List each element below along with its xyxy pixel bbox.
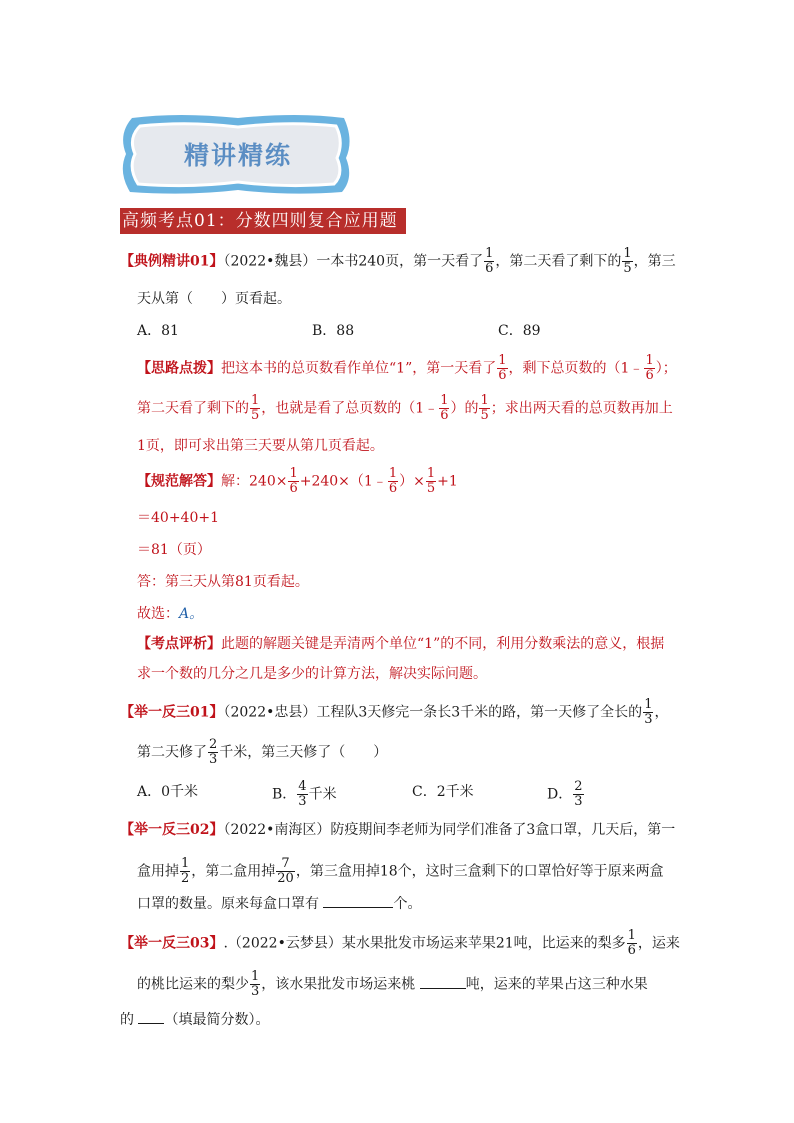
review-line-2: 求一个数的几分之几是多少的计算方法，解决实际问题。 bbox=[137, 666, 487, 682]
practice-1-option-b: B． $\frac{4}{3}$ 千米 bbox=[272, 779, 337, 809]
fraction: $\frac{1}{3}$ bbox=[644, 697, 653, 727]
fraction: $\frac{1}{6}$ bbox=[645, 353, 654, 383]
fraction: $\frac{1}{6}$ bbox=[627, 928, 636, 958]
fraction: $\frac{1}{3}$ bbox=[251, 969, 260, 999]
review-line-1: 【考点评析】此题的解题关键是弄清两个单位“1”的不同，利用分数乘法的意义，根据 bbox=[137, 636, 665, 652]
practice-1-option-d: D． $\frac{2}{3}$ bbox=[547, 779, 583, 809]
hint-tag: 【思路点拨】 bbox=[137, 360, 221, 377]
example-1-option-c: C．89 bbox=[498, 323, 541, 339]
practice-1-tag: 【举一反三01】 bbox=[120, 704, 224, 721]
practice-3-tag: 【举一反三03】 bbox=[120, 935, 224, 952]
practice-1-option-a: A．0千米 bbox=[137, 784, 199, 800]
answer-blank[interactable] bbox=[323, 893, 393, 908]
solution-choice: 故选：A。 bbox=[137, 606, 204, 622]
practice-2-tag: 【举一反三02】 bbox=[120, 822, 224, 838]
practice-1-option-c: C．2千米 bbox=[412, 784, 474, 800]
fraction: $\frac{2}{3}$ bbox=[209, 737, 218, 767]
practice-3-line-3: 的 （填最简分数）。 bbox=[120, 1008, 269, 1032]
example-1-option-a: A．81 bbox=[137, 323, 179, 339]
fraction: $\frac{1}{6}$ bbox=[485, 246, 494, 276]
solution-equation-1: ＝40+40+1 bbox=[137, 510, 219, 526]
solution-line-1: 【规范解答】解：240× $\frac{1}{6}$ +240×（1﹣ $\frac{1}{6}$ ）× $\frac{1}{5}$ +1 bbox=[137, 466, 458, 496]
example-1-line-1: 【典例精讲01】（2022•魏县）一本书240页，第一天看了 $\frac{1}{6}$ ，第二天看了剩下的 $\frac{1}{5}$ ，第三 bbox=[120, 246, 676, 276]
fraction: $\frac{1}{5}$ bbox=[426, 466, 436, 496]
practice-2-line-2: 盒用掉 $\frac{1}{2}$ ，第二盒用掉 $\frac{7}{20}$ ，第三盒用掉18个，这时三盒剩下的口罩恰好等于原来两盒 bbox=[137, 856, 664, 886]
fraction: $\frac{7}{20}$ bbox=[277, 856, 294, 886]
banner-title: 精讲精练 bbox=[184, 141, 293, 170]
example-1-tag: 【典例精讲01】 bbox=[120, 253, 224, 270]
hint-line-3: 1页，即可求出第三天要从第几页看起。 bbox=[137, 438, 384, 454]
fraction: $\frac{1}{6}$ bbox=[498, 353, 507, 383]
fraction: $\frac{4}{3}$ bbox=[298, 779, 307, 809]
hint-line-2: 第二天看了剩下的 $\frac{1}{5}$ ，也就是看了总页数的（1﹣ $\frac{1}{6}$ ）的 $\frac{1}{5}$ ；求出两天看的总页数再加上 bbox=[137, 393, 673, 423]
answer-blank[interactable] bbox=[420, 974, 466, 989]
example-1-line-2: 天从第（ ）页看起。 bbox=[137, 291, 291, 307]
practice-2-line-1: 【举一反三02】（2022•南海区）防疫期间李老师为同学们准备了3盒口罩，几天后，第一 bbox=[120, 822, 676, 838]
fraction: $\frac{1}{5}$ bbox=[623, 246, 632, 276]
example-1-option-b: B．88 bbox=[312, 323, 355, 339]
answer-blank[interactable] bbox=[138, 1009, 164, 1024]
practice-3-line-1: 【举一反三03】.（2022•云梦县）某水果批发市场运来苹果21吨，比运来的梨多 $\frac{1}{6}$ ，运来 bbox=[120, 928, 680, 958]
solution-equation-2: ＝81（页） bbox=[137, 542, 211, 558]
practice-1-line-2: 第二天修了 $\frac{2}{3}$ 千米，第三天修了（ ） bbox=[137, 737, 388, 767]
practice-1-line-1: 【举一反三01】（2022•忠县）工程队3天修完一条长3千米的路，第一天修了全长的 $\frac{1}{3}$ ， bbox=[120, 697, 669, 727]
fraction: $\frac{1}{5}$ bbox=[480, 393, 489, 423]
practice-3-line-2: 的桃比运来的梨少 $\frac{1}{3}$ ，该水果批发市场运来桃 吨，运来的苹果占这三种水果 bbox=[137, 969, 648, 999]
fraction: $\frac{1}{6}$ bbox=[440, 393, 449, 423]
review-tag: 【考点评析】 bbox=[137, 636, 221, 652]
fraction: $\frac{1}{6}$ bbox=[289, 466, 298, 496]
fraction: $\frac{2}{3}$ bbox=[574, 779, 583, 809]
fraction: $\frac{1}{2}$ bbox=[181, 856, 190, 886]
hint-line-1: 【思路点拨】把这本书的总页数看作单位“1”，第一天看了 $\frac{1}{6}$ ，剩下总页数的（1﹣ $\frac{1}{6}$ ）； bbox=[137, 353, 677, 383]
banner bbox=[118, 112, 352, 196]
section-header: 高频考点01：分数四则复合应用题 bbox=[120, 208, 406, 234]
fraction: $\frac{1}{6}$ bbox=[388, 466, 398, 496]
practice-2-line-3: 口罩的数量。原来每盒口罩有 个。 bbox=[137, 892, 421, 916]
fraction: $\frac{1}{5}$ bbox=[251, 393, 260, 423]
solution-answer: 答：第三天从第81页看起。 bbox=[137, 574, 309, 590]
solution-tag: 【规范解答】 bbox=[137, 473, 221, 490]
